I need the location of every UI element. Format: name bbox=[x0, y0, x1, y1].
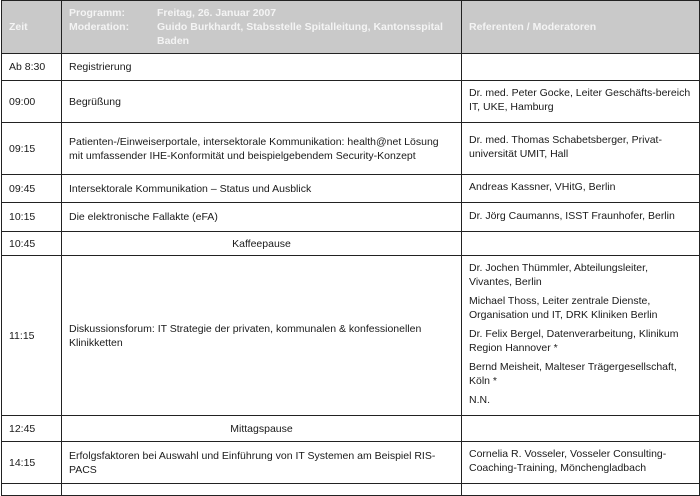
table-row bbox=[2, 442, 700, 484]
moderation-label: Moderation: bbox=[69, 21, 130, 33]
row-time: 12:45 bbox=[2, 416, 62, 442]
row-speakers bbox=[462, 256, 700, 416]
row-topic: Intersektorale Kommunikation – Status und Ausblick bbox=[62, 175, 462, 203]
row-time: 09:45 bbox=[2, 175, 62, 203]
speaker: Cornelia R. Vosseler, Vosseler Consulting-Coaching-Training, Mönchengladbach bbox=[469, 448, 667, 474]
header-speakers: Referenten / Moderatoren bbox=[462, 1, 700, 54]
table-row bbox=[2, 484, 700, 496]
row-speakers bbox=[462, 54, 700, 81]
row-speakers bbox=[462, 232, 700, 256]
row-time: Ab 8:30 bbox=[2, 54, 62, 81]
row-time: 10:15 bbox=[2, 203, 62, 232]
row-topic: Registrierung bbox=[62, 54, 462, 81]
table-row bbox=[2, 54, 700, 81]
program-label: Programm: bbox=[69, 7, 126, 19]
row-topic: Erfolgsfaktoren bei Auswahl und Einführung von IT Systemen am Beispiel RIS-PACS bbox=[62, 442, 462, 484]
table-row bbox=[2, 81, 700, 123]
program-date: Freitag, 26. Januar 2007 bbox=[157, 7, 277, 19]
header-program bbox=[62, 1, 462, 54]
table-row bbox=[2, 123, 700, 175]
speaker: Andreas Kassner, VHitG, Berlin bbox=[469, 181, 616, 193]
row-time: 10:45 bbox=[2, 232, 62, 256]
row-topic: Die elektronische Fallakte (eFA) bbox=[62, 203, 462, 232]
row-time: 11:15 bbox=[2, 256, 62, 416]
empty-cell bbox=[62, 484, 462, 496]
moderation-value: Guido Burkhardt, Stabsstelle Spitalleitung, Kantonsspital Baden bbox=[157, 21, 443, 47]
row-time: 14:15 bbox=[2, 442, 62, 484]
row-speakers bbox=[462, 175, 700, 203]
speaker: Dr. Jörg Caumanns, ISST Fraunhofer, Berlin bbox=[469, 209, 675, 222]
row-speakers bbox=[462, 123, 700, 175]
speaker: Dr. Felix Bergel, Datenverarbeitung, Klinikum Region Hannover * bbox=[469, 328, 679, 354]
row-speakers bbox=[462, 81, 700, 123]
row-time: 09:15 bbox=[2, 123, 62, 175]
empty-cell bbox=[2, 484, 62, 496]
table-row bbox=[2, 232, 700, 256]
row-topic: Kaffeepause bbox=[62, 232, 462, 256]
header-time: Zeit bbox=[2, 1, 62, 54]
table-row bbox=[2, 175, 700, 203]
program-table bbox=[1, 0, 700, 496]
row-speakers bbox=[462, 442, 700, 484]
speaker: Michael Thoss, Leiter zentrale Dienste, Organisation und IT, DRK Kliniken Berlin bbox=[469, 295, 658, 321]
speaker: Dr. med. Peter Gocke, Leiter Geschäfts-bereich IT, UKE, Hamburg bbox=[469, 87, 691, 113]
row-topic: Mittagspause bbox=[62, 416, 462, 442]
row-speakers bbox=[462, 416, 700, 442]
table-header bbox=[2, 1, 700, 54]
row-time: 09:00 bbox=[2, 81, 62, 123]
empty-cell bbox=[462, 484, 700, 496]
row-topic: Patienten-/Einweiserportale, intersektorale Kommunikation: health@net Lösung mit umfassender IHE-Konformität und beispielgebendem Security-Konzept bbox=[62, 123, 462, 175]
speaker: Dr. med. Thomas Schabetsberger, Privat-universität UMIT, Hall bbox=[469, 134, 662, 160]
speaker: Dr. Jochen Thümmler, Abteilungsleiter, Vivantes, Berlin bbox=[469, 262, 648, 288]
row-speakers bbox=[462, 203, 700, 232]
table-row bbox=[2, 256, 700, 416]
speaker: Bernd Meisheit, Malteser Trägergesellschaft, Köln * bbox=[469, 361, 677, 387]
row-topic: Begrüßung bbox=[62, 81, 462, 123]
table-row bbox=[2, 203, 700, 232]
table-row bbox=[2, 416, 700, 442]
row-topic: Diskussionsforum: IT Strategie der privaten, kommunalen & konfessionellen Klinikketten bbox=[62, 256, 462, 416]
speaker: N.N. bbox=[469, 394, 490, 406]
